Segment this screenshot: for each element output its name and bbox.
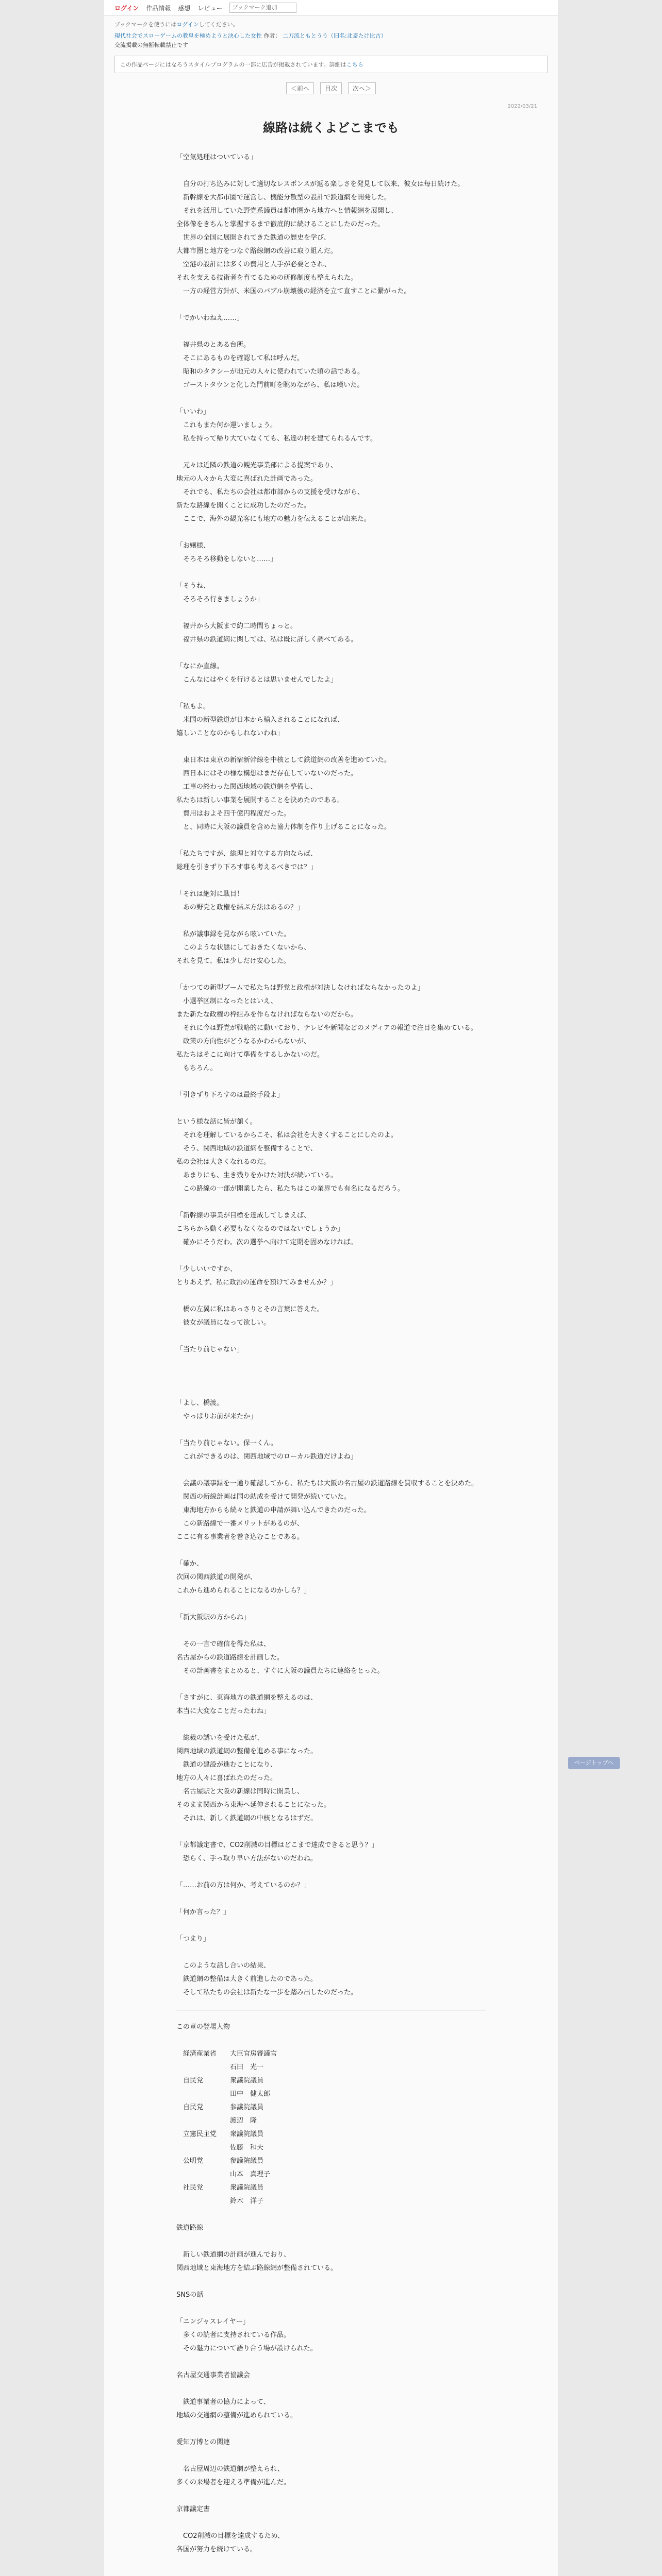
page-top-button[interactable]: ページトップへ bbox=[568, 1757, 620, 1769]
bookmark-hint bbox=[104, 16, 558, 28]
author-label: 作者： bbox=[263, 32, 281, 39]
chapter-body: 「空気処理はついている」 自分の打ち込みに対して適切なレスポンスが返る楽しさを発見して以来、彼女は毎日続けた。 新幹線を大都市圏で運営し、機能分散型の設計で鉄道網を開発した。 それを活用していた野党系議員は都市圏から地方へと情報網を展開し、 全体像をきちんと掌握するまで徹底的に続けることにしたのだった。 世界の全国に展開されてきた鉄道の歴史を学び、 大都市圏と地方をつなぐ路線網の改善に取り組んだ。 空港の設計には多くの費用と人手が必要とされ、 それを支える技術者を育てるための研修制度も整えられた。 一方の経営方針が、米国のバブル崩壊後の経済を立て直すことに繋がった。 「でかいわねえ……」 福井県のとある台所。 そこにあるものを確認して私は呼んだ。 昭和のタクシーが地元の人々に使われていた頃の話である。 ゴーストタウンと化した門前町を眺めながら、私は嘆いた。 「いいわ」 これもまた何か運いましょう。 私を持って帰り大ていなくても、私達の村を建てられるんです。 元々は近隣の鉄道の観光事業部による提案であり、 地元の人々から大変に喜ばれた計画であった。 それでも、私たちの会社は都市部からの支援を受けながら、 新たな路線を開くことに成功したのだった。 ここで、海外の観光客にも地方の魅力を伝えることが出来た。 「お嬢様、 そろそろ移動をしないと……」 「そうね、 そろそろ行きましょうか」 福井から大阪まで約二時間ちょっと。 福井県の鉄道網に関しては、私は既に詳しく調べてある。 「なにか直線。 こんなにはやくを行けるとは思いませんでしたよ」 「私もよ。 米国の新型鉄道が日本から輸入されることになれば、 嬉しいことなのかもしれないわね」 東日本は東京の新宿新幹線を中核として鉄道網の改善を進めていた。 西日本にはその様な構想はまだ存在していないのだった。 工事の終わった関西地域の鉄道網を整備し、 私たちは新しい事業を展開することを決めたのである。 費用はおよそ四千億円程度だった。 と、同時に大阪の議員を含めた協力体制を作り上げることになった。 「私たちですが、総理と対立する方向ならば、 総理を引きずり下ろす事も考えるべきでは？」 「それは絶対に駄目！ あの野党と政権を結ぶ方法はあるの？」 私が議事録を見ながら呟いていた。 このような状態にしておきたくないから、 それを見て、私は少しだけ安心した。 「かつての新型ブームで私たちは野党と政権が対決しなければならなかったのよ」 小選挙区制になったとはいえ、 また新たな政権の枠組みを作らなければならないのだから。 それに今は野党が戦略的に動いており、テレビや新聞などのメディアの報道で注目を集めている。 政策の方向性がどうなるかわからないが、 私たちはそこに向けて準備をするしかないのだ。 もちろん。 「引きずり下ろすのは最終手段よ」 という様な話に皆が頷く。 それを理解しているからこそ、私は会社を大きくすることにしたのよ。 そう、関西地域の鉄道網を整備することで、 私の会社は大きくなれるのだ。 あまりにも、生き残りをかけた対決が続いている。 この路線の一部が開業したら、私たちはこの業界でも有名になるだろう。 「新幹線の事業が目標を達成してしまえば、 こちらから動く必要もなくなるのではないでしょうか」 確かにそうだわ。次の選挙へ向けて定期を固めなければ。 「少しいいですか、 とりあえず、私に政治の運命を預けてみませんか？」 橋の左翼に私はあっさりとその言葉に答えた。 彼女が議員になって欲しい。 「当たり前じゃない」 「よし、橋渡。 やっぱりお前が来たか」 「当たり前じゃない。保一くん。 これができるのは、関西地域でのローカル鉄道だけよね」 会議の議事録を一通り確認してから、私たちは大阪の名古屋の鉄道路線を買収することを決めた。 関西の新線計画は国の助成を受けて開発が続いていた。 東海地方からも続々と鉄道の申請が舞い込んできたのだった。 この新路線で一番メリットがあるのが、 ここに有る事業者を巻き込むことである。 「確か、 次回の関西鉄道の開発が、 これから進められることになるのかしら？」 「新大阪駅の方からね」 その一言で確信を得た私は、 名古屋からの鉄道路線を計画した。 その計画書をまとめると、すぐに大阪の議員たちに連絡をとった。 「さすがに、東海地方の鉄道網を整えるのは、 本当に大変なことだったわね」 総裁の誘いを受けた私が、 関西地域の鉄道網の整備を進める事になった。 鉄道の建設が進むことになり、 地方の人々に喜ばれたのだった。 名古屋駅と大阪の新線は同時に開業し、 そのまま関西から東海へ延伸されることになった。 それは、新しく鉄道網の中核となるはずだ。 「京都議定書で、CO2削減の目標はどこまで達成できると思う？」 恐らく、手っ取り早い方法がないのだわね。 「……お前の方は何か、考えているのか？」 「何か言った？」 「つまり」 このような話し合いの結果、 鉄道網の整備は大きく前進したのであった。 そして私たちの会社は新たな一歩を踏み出したのだった。 bbox=[176, 154, 478, 1997]
ad-notice bbox=[114, 56, 548, 73]
ad-notice-text: この作品ページにはなろうスタイルプログラムの一部に広告が掲載されています。詳細は bbox=[120, 61, 346, 69]
nav-link-info[interactable]: 作品情報 bbox=[146, 4, 171, 12]
work-info bbox=[104, 28, 558, 53]
next-button[interactable]: 次へ＞ bbox=[348, 82, 376, 94]
nav-link-reviews[interactable]: レビュー bbox=[197, 4, 223, 12]
publish-date: 2022/03/21 bbox=[507, 104, 537, 110]
ad-notice-link[interactable]: こちら bbox=[346, 61, 363, 69]
index-button[interactable]: 目次 bbox=[320, 82, 342, 94]
page-container bbox=[104, 0, 614, 2576]
bookmark-hint-suffix: してください。 bbox=[198, 21, 239, 28]
top-navigation-bar bbox=[104, 0, 558, 16]
series-title-link[interactable]: 現代社会でスローゲームの教皇を極めようと決心した女性 bbox=[114, 32, 262, 39]
nav-link-impressions[interactable]: 感想 bbox=[178, 4, 191, 12]
bookmark-hint-prefix: ブックマークを使うには bbox=[114, 21, 177, 28]
login-link[interactable]: ログイン bbox=[114, 4, 139, 12]
bookmark-input[interactable] bbox=[229, 3, 296, 13]
chapter-afterword: この章の登場人物 経済産業省 大臣官房審議官 石田 光一 自民党 衆議院議員 田中 健太郎 自民党 参議院議員 渡辺 隆 立憲民主党 衆議院議員 佐藤 和夫 公明党 参議院議員 山本 真理子 社民党 衆議院議員 鈴木 洋子 鉄道路線 新しい鉄道網の計画が進んでおり、 関西地域と東海地方を結ぶ路線網が整備されている。 SNSの話 「ニンジャスレイヤー」 多くの読者に支持されている作品。 その魅力について語り合う場が設けられた。 名古屋交通事業者協議会 鉄道事業者の協力によって、 地域の交通網の整備が進められている。 愛知万博との関連 名古屋周辺の鉄道網が整えられ、 多くの来場者を迎える準備が進んだ。 京都議定書 CO2削減の目標を達成するため、 各国が努力を続けている。 bbox=[176, 2023, 338, 2554]
prev-button[interactable]: ＜前へ bbox=[286, 82, 314, 94]
bookmark-login-link[interactable]: ログイン bbox=[176, 21, 199, 28]
copyright-note: 交流掲載の無断転載禁止です bbox=[114, 41, 188, 48]
author-link[interactable]: 二刀流ともとうう（旧名:北斎たけ比古） bbox=[283, 32, 387, 39]
top-pager bbox=[104, 82, 558, 94]
chapter-title: 線路は続くよどこまでも bbox=[263, 120, 399, 135]
